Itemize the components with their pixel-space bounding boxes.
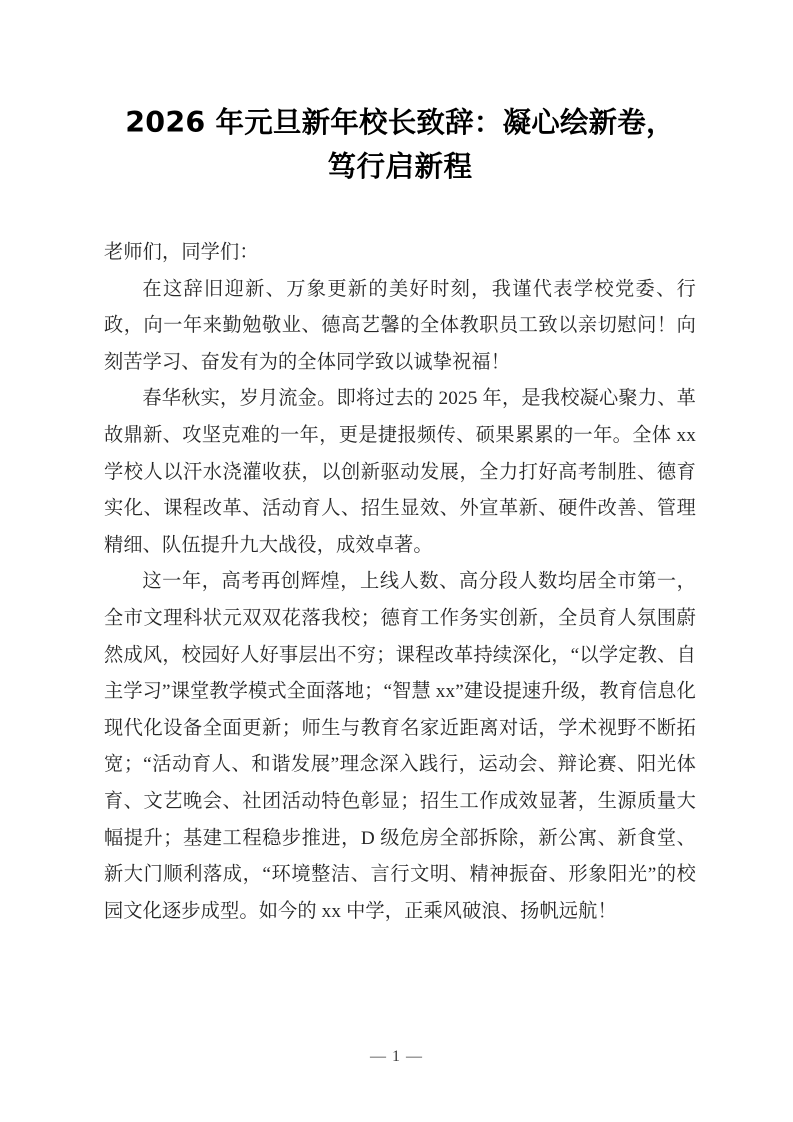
paragraph-achievements: 这一年，高考再创辉煌，上线人数、高分段人数均居全市第一，全市文理科状元双双花落我校；德育工作务实创新，全员育人氛围蔚然成风，校园好人好事层出不穷；课程改革持续深化，“以学定教、自主学习”课堂教学模式全面落地；“智慧 xx”建设提速升级，教育信息化现代化设备全面更新；师生与教育名家近距离对话，学术视野不断拓宽；“活动育人、和谐发展”理念深入践行，运动会、辩论赛、阳光体育、文艺晚会、社团活动特色彰显；招生工作成效显著，生源质量大幅提升；基建工程稳步推进，D 级危房全部拆除，新公寓、新食堂、新大门顺利落成，“环境整洁、言行文明、精神振奋、形象阳光”的校园文化逐步成型。如今的 xx 中学，正乘风破浪、扬帆远航！ — [104, 571, 696, 922]
paragraph-review-2025: 春华秋实，岁月流金。即将过去的 2025 年，是我校凝心聚力、革故鼎新、攻坚克难的一年，更是捷报频传、硕果累累的一年。全体 xx 学校人以汗水浇灌收获，以创新驱动发展，全力打好高考制胜、德育实化、课程改革、活动育人、招生显效、外宣革新、硬件改善、管理精细、队伍提升九大战役，成效卓著。 — [104, 388, 696, 556]
page-title-line-2: 笃行启新程 — [327, 150, 473, 183]
page-number: — 1 — — [370, 1048, 423, 1065]
page-title — [104, 0, 696, 189]
page-title-line-1: 2026 年元旦新年校长致辞：凝心绘新卷， — [125, 106, 675, 139]
paragraph-salutation: 老师们，同学们： — [104, 242, 259, 263]
paragraph-greeting: 在这辞旧迎新、万象更新的美好时刻，我谨代表学校党委、行政，向一年来勤勉敬业、德高艺馨的全体教职员工致以亲切慰问！向刻苦学习、奋发有为的全体同学致以诚挚祝福！ — [104, 278, 696, 373]
body-text-block — [104, 235, 696, 930]
document-body — [104, 0, 696, 930]
